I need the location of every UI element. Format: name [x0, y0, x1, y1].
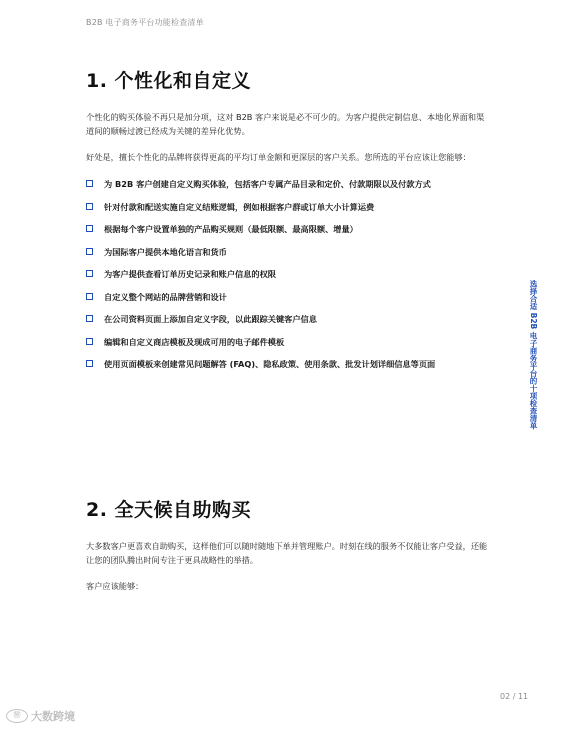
running-header: B2B 电子商务平台功能检查清单: [86, 18, 204, 27]
checklist-item: [86, 313, 490, 326]
checklist: [86, 178, 490, 371]
checklist-item: [86, 268, 490, 281]
checkbox-icon: [86, 360, 93, 367]
section-self-service: [86, 495, 490, 593]
section-title: 2. 全天候自助购买: [86, 499, 252, 521]
checklist-item-text: 为 B2B 客户创建自定义购买体验，包括客户专属产品目录和定价、付款期限以及付款方式: [104, 179, 431, 189]
checkbox-icon: [86, 315, 93, 322]
checklist-item: [86, 223, 490, 236]
checklist-item-text: 针对付款和配送实施自定义结账逻辑，例如根据客户群或订单大小计算运费: [104, 201, 375, 212]
checkbox-icon: [86, 248, 93, 255]
watermark: [6, 708, 75, 724]
checklist-item: [86, 246, 490, 259]
checklist-item: [86, 178, 490, 191]
page-number: 02 / 11: [500, 692, 529, 701]
paragraph: 好处是，擅长个性化的品牌将获得更高的平均订单金额和更深层的客户关系。您所选的平台应该让您能够：: [86, 152, 471, 162]
side-tab-label: 选择合适 B2B 电子商务平台的十项检查清单: [529, 280, 538, 430]
watermark-text: 大数跨境: [31, 710, 75, 723]
checklist-item-text: 在公司资料页面上添加自定义字段，以此跟踪关键客户信息: [104, 314, 317, 324]
checkbox-icon: [86, 225, 93, 232]
checklist-item-text: 编辑和自定义商店模板及现成可用的电子邮件模板: [104, 336, 285, 347]
checklist-item: [86, 291, 490, 304]
checklist-item: [86, 201, 490, 214]
checklist-item-text: 使用页面模板来创建常见问题解答 (FAQ)、隐私政策、使用条款、批发计划详细信息等页面: [104, 359, 436, 369]
checkbox-icon: [86, 338, 93, 345]
watermark-logo-icon: Ⓦ: [6, 709, 28, 723]
paragraph: 个性化的购买体验不再只是加分项，这对 B2B 客户来说是必不可少的。为客户提供定制信息、本地化界面和渠道间的顺畅过渡已经成为关键的差异化优势。: [86, 112, 485, 136]
checklist-item-text: 为客户提供查看订单历史记录和账户信息的权限: [104, 269, 276, 279]
checklist-item: [86, 358, 490, 371]
paragraph: 大多数客户更喜欢自助购买，这样他们可以随时随地下单并管理账户。时刻在线的服务不仅能让客户受益，还能让您的团队腾出时间专注于更具战略性的举措。: [86, 541, 488, 565]
checkbox-icon: [86, 203, 93, 210]
section-title: 1. 个性化和自定义: [86, 70, 252, 92]
checklist-item-text: 自定义整个网站的品牌营销和设计: [104, 291, 227, 302]
paragraph: 客户应该能够：: [86, 581, 144, 591]
checklist-item: [86, 336, 490, 349]
checkbox-icon: [86, 270, 93, 277]
checklist-item-text: 为国际客户提供本地化语言和货币: [104, 246, 227, 257]
checkbox-icon: [86, 180, 93, 187]
section-personalization: [86, 66, 490, 381]
checklist-item-text: 根据每个客户设置单独的产品购买规则（最低限额、最高限额、增量）: [104, 224, 358, 234]
checkbox-icon: [86, 293, 93, 300]
